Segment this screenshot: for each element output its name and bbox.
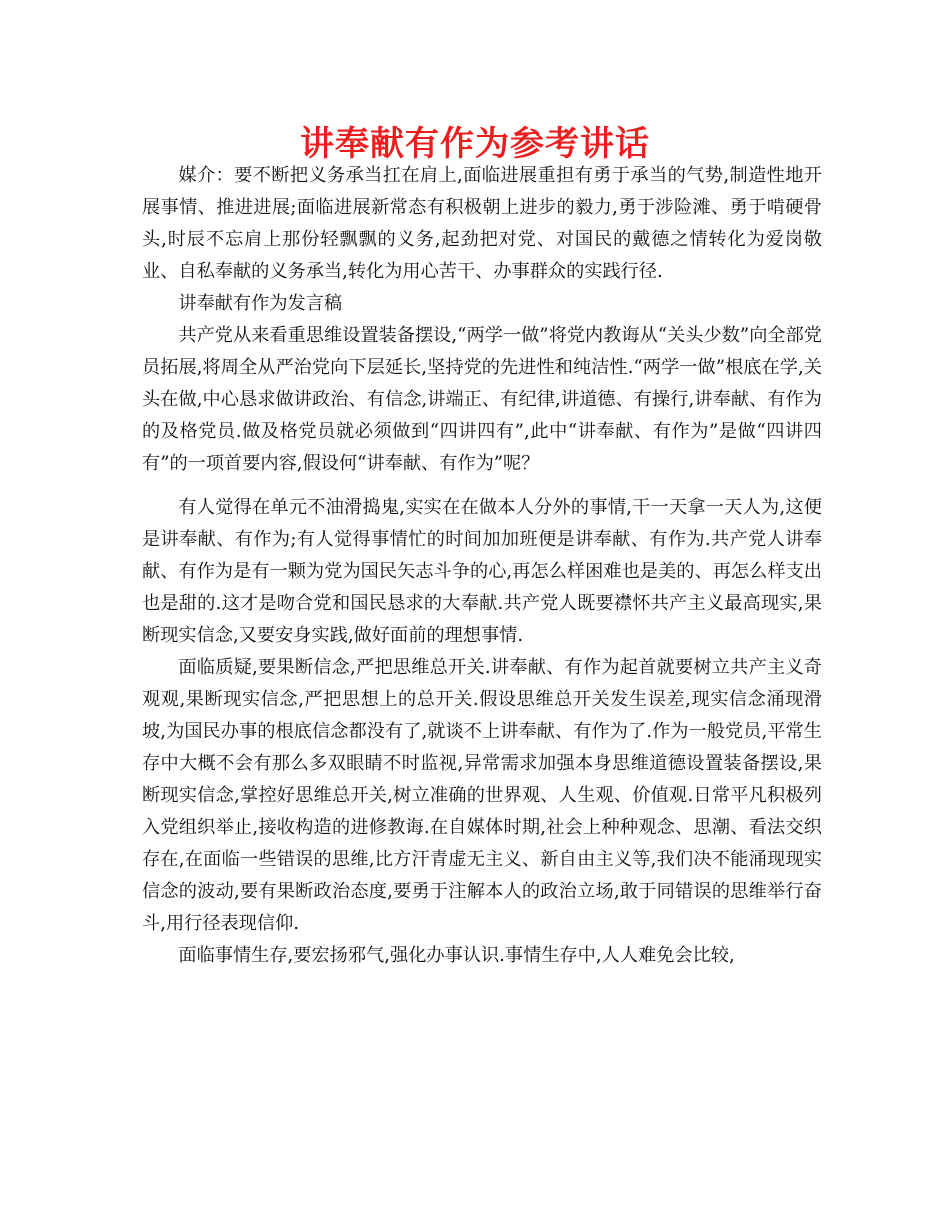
body-paragraph-2: 有人觉得在单元不油滑捣鬼,实实在在做本人分外的事情,干一天拿一天人为,这便是讲奉献、有作为;有人觉得事情忙的时间加加班便是讲奉献、有作为.共产党人讲奉献、有作为是有一颗为党为国民矢志斗争的心,再怎么样困难也是美的、再怎么样支出也是甜的.这才是吻合党和国民恳求的大奉献.共产党人既要襟怀共产主义最高现实,果断现实信念,又要安身实践,做好面前的理想事情.	[142, 497, 822, 646]
document-body	[142, 160, 822, 972]
body-paragraph-1: 共产党从来看重思维设置装备摆设,“两学一做”将党内教诲从“关头少数”向全部党员拓展,将周全从严治党向下层延长,坚持党的先进性和纯洁性.“两学一做”根底在学,关头在做,中心恳求做讲政治、有信念,讲端正、有纪律,讲道德、有操行,讲奉献、有作为的及格党员.做及格党员就必须做到“四讲四有”,此中“讲奉献、有作为”是做“四讲四有”的一项首要内容,假设何“讲奉献、有作为”呢？	[142, 325, 822, 474]
body-paragraph-3: 面临质疑,要果断信念,严把思维总开关.讲奉献、有作为起首就要树立共产主义奇观观,果断现实信念,严把思想上的总开关.假设思维总开关发生误差,现实信念涌现滑坡,为国民办事的根底信念都没有了,就谈不上讲奉献、有作为了.作为一般党员,平常生存中大概不会有那么多双眼睛不时监视,异常需求加强本身思维道德设置装备摆设,果断现实信念,掌控好思维总开关,树立准确的世界观、人生观、价值观.日常平凡积极列入党组织举止,接收构造的进修教诲.在自媒体时期,社会上种种观念、思潮、看法交织存在,在面临一些错误的思维,比方汗青虚无主义、新自由主义等,我们决不能涌现现实信念的波动,要有果断政治态度,要勇于注解本人的政治立场,敢于同错误的思维举行奋斗,用行径表现信仰.	[142, 657, 822, 934]
intro-paragraph: 媒介：要不断把义务承当扛在肩上,面临进展重担有勇于承当的气势,制造性地开展事情、推进进展;面临进展新常态有积极朝上进步的毅力,勇于涉险滩、勇于啃硬骨头,时辰不忘肩上那份轻飘飘的义务,起劲把对党、对国民的戴德之情转化为爱岗敬业、自私奉献的义务承当,转化为用心苦干、办事群众的实践行径.	[142, 165, 822, 282]
document-title: 讲奉献有作为参考讲话	[300, 124, 650, 164]
body-paragraph-4: 面临事情生存,要宏扬邪气,强化办事认识.事情生存中,人人难免会比较,	[178, 945, 735, 966]
section-heading: 讲奉献有作为发言稿	[178, 293, 343, 314]
